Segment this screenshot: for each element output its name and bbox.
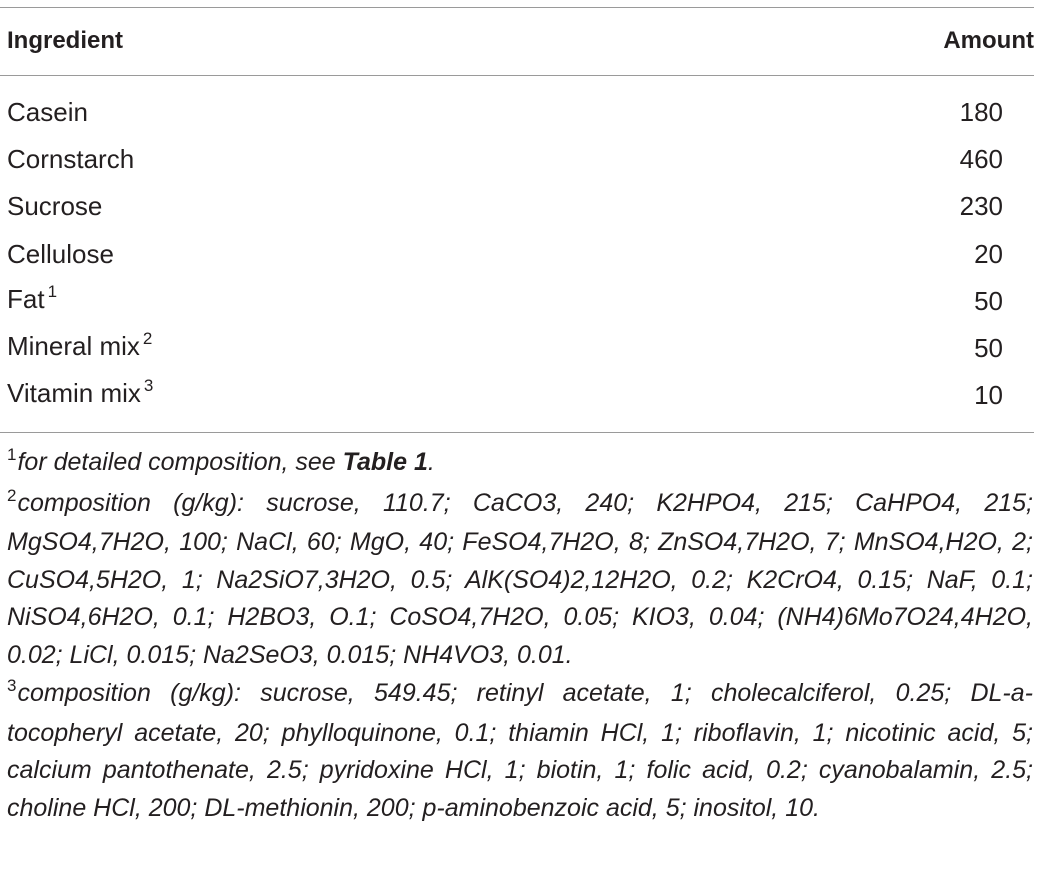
table-row bbox=[0, 183, 1034, 230]
top-rule bbox=[0, 7, 1034, 8]
table-row bbox=[0, 372, 1034, 419]
table-reference-link[interactable]: Table 1 bbox=[342, 448, 428, 476]
ingredient-amount: 180 bbox=[959, 96, 1003, 127]
ingredient-name: Casein bbox=[7, 96, 88, 127]
ingredient-name: Vitamin mix $^3$ bbox=[7, 376, 154, 409]
footnotes bbox=[7, 444, 1033, 828]
ingredient-amount: 50 bbox=[974, 333, 1003, 364]
footnote-2: $^2$composition (g/kg): sucrose, 110.7; CaCO3, 240; K2HPO4, 215; CaHPO4, 215; MgSO4,7H2O, 100; NaCl, 60; MgO, 40; FeSO4,7H2O, 8; ZnSO4,7H2O, 7; MnSO4,H2O, 2; CuSO4,5H2O, 1; Na2SiO7,3H2O, 0.5; AlK(SO4)2,12H2O, 0.2; K2CrO4, 0.15; NaF, 0.1; NiSO4,6H2O, 0.1; H2BO3, O.1; CoSO4,7H2O, 0.05; KIO3, 0.04; (NH4)6Mo7O24,4H2O, 0.02; LiCl, 0.015; Na2SeO3, 0.015; NH4VO3, 0.01. bbox=[7, 485, 1033, 669]
ingredient-name: Cornstarch bbox=[7, 143, 135, 174]
header-rule bbox=[0, 75, 1034, 76]
footnote-ref: 3 bbox=[143, 376, 154, 396]
footnote-3: $^3$composition (g/kg): sucrose, 549.45; retinyl acetate, 1; cholecalciferol, 0.25; DL-a-tocopheryl acetate, 20; phylloquinone, 0.1; thiamin HCl, 1; riboflavin, 1; nicotinic acid, 5; calcium pantothenate, 2.5; pyridoxine HCl, 1; biotin, 1; folic acid, 0.2; cyanobalamin, 2.5; choline HCl, 200; DL-methionin, 200; p-aminobenzoic acid, 5; inositol, 10. bbox=[7, 676, 1033, 822]
ingredient-amount: 10 bbox=[974, 380, 1003, 411]
table-row bbox=[0, 230, 1034, 277]
table-row bbox=[0, 324, 1034, 371]
header-amount: Amount bbox=[943, 27, 1034, 54]
ingredient-name: Mineral mix $^2$ bbox=[7, 329, 153, 362]
header-ingredient: Ingredient bbox=[7, 27, 124, 54]
ingredient-name: Sucrose bbox=[7, 191, 103, 222]
ingredient-name: Cellulose bbox=[7, 238, 114, 269]
bottom-rule bbox=[0, 432, 1034, 433]
footnote-ref: 2 bbox=[142, 329, 153, 349]
ingredient-amount: 50 bbox=[974, 285, 1003, 316]
ingredient-table bbox=[0, 88, 1034, 419]
table-row bbox=[0, 88, 1034, 135]
ingredient-amount: 20 bbox=[974, 238, 1003, 269]
table-row bbox=[0, 135, 1034, 182]
table-row bbox=[0, 277, 1034, 324]
ingredient-amount: 230 bbox=[959, 191, 1003, 222]
footnote-1: $^1$for detailed composition, see Table 1. bbox=[7, 445, 435, 476]
ingredient-amount: 460 bbox=[959, 143, 1003, 174]
footnote-ref: 1 bbox=[47, 281, 58, 301]
ingredient-name: Fat $^1$ bbox=[7, 281, 58, 314]
